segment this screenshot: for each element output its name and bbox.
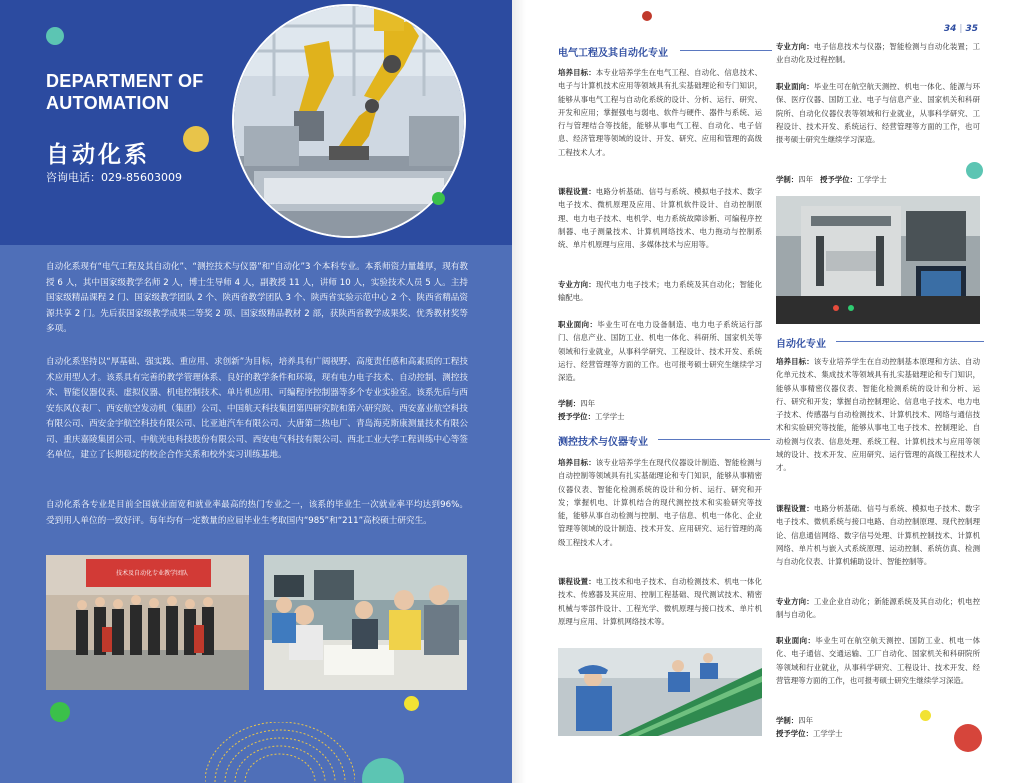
intro-paragraph-3: 自动化系各专业是目前全国就业面宽和就业率最高的热门专业之一，该系的毕业生一次就业率平均达到96%。受到用人单位的一致好评。每年均有一定数量的应届毕业生考取国内“985”和“211”高校硕士研究生。	[46, 500, 468, 526]
mc-direction: 专业方向：电子信息技术与仪器；智能检测与自动化装置；工业自动化及过程控制。	[776, 42, 980, 65]
page-number: 34 | 35	[943, 24, 978, 34]
lab-discussion-photo	[264, 555, 467, 690]
green-dot-decoration	[432, 192, 445, 205]
lab-equipment-photo	[776, 196, 980, 324]
right-page	[512, 0, 1024, 783]
column-right	[776, 0, 980, 783]
ee-degree: 授予学位：工学学士	[558, 412, 625, 421]
ee-goal: 培养目标：本专业培养学生在电气工程、自动化、信息技术、电子与计算机技术应用等领域具有扎实基础理论和专门知识，能够从事电气工程与自动化系统的设计、分析、运行、研究、开发和应用；掌握强电与弱电、软件与硬件、器件与系统、运行与管理结合等技能，能够从事电气工程、自动化、电子信息、经济管理等领域的设计、开发、研究、应用和管理的高级工程技术人才。	[558, 68, 762, 157]
section-title-automation: 自动化专业	[776, 335, 990, 350]
auto-career: 职业面向：毕业生可在航空航天测控、国防工业、机电一体化、电子通信、交通运输、工厂自动化、国家机关和科研院所等领域和行业就业，从事科学研究、工程设计、技术开发、经营管理等方面的工作，也可报考硕士研究生继续学习深造。	[776, 636, 980, 685]
intro-paragraph-2: 自动化系坚持以“厚基础、强实践、重应用、求创新”为目标，培养具有广阔视野、高度责任感和高素质的工程技术应用型人才。该系具有完善的教学管理体系、良好的教学条件和环境，现有电力电子技术、自动控制、测控技术、智能仪器仪表、虚拟仪器、机电控制技术、单片机应用、可编程序控制器等多个专业实验室。该系先后与西安东风仪表厂、西安航空发动机（集团）公司、中国航天科技集团第四研究院和第六研究院、西安嘉业航空科技有限公司、西安金宇航空科技有限公司、比亚迪汽车有限公司、大唐第二热电厂、青岛海克斯康测量技术有限公司、重庆嘉陵集团公司、中航光电科技股份有限公司、西安电气科技有限公司、西北工业大学工程训练中心等签名单位，建立了长期稳定的校企合作关系和校外实习训练基地。	[46, 357, 468, 460]
department-chinese-title: 自动化系	[46, 142, 150, 168]
mc-duration-degree: 学制：四年 授予学位：工学学士	[776, 175, 887, 184]
auto-direction: 专业方向：工业企业自动化；新能源系统及其自动化；机电控制与自动化。	[776, 597, 980, 620]
teal-dot-decoration	[46, 27, 64, 45]
yellow-dot-decoration-right	[920, 710, 931, 721]
mc-goal: 培养目标：该专业培养学生在现代仪器设计制造、智能检测与自动控制等领域具有扎实基础理论和专门知识，能够从事精密仪器仪表、智能化检测系统的设计和分析、运行、研究和开发；掌握机电、计算机结合的现代测控技术和实验研究等技能，能够从事自动检测与控制、电子信息、机电一体化、企业管理等领域的设计制造、技术开发、应用研究、运行管理的高级工程技术人才。	[558, 458, 762, 547]
teal-dot-decoration-bottom	[362, 758, 404, 783]
red-dot-decoration-bottom	[954, 724, 982, 752]
yellow-dot-decoration-bottom	[404, 696, 419, 711]
auto-degree: 授予学位：工学学士	[776, 729, 843, 738]
column-left	[558, 0, 762, 783]
section-title-electrical: 电气工程及其自动化专业	[558, 44, 772, 59]
consult-phone: 咨询电话：029-85603009	[46, 171, 182, 184]
department-english-title: DEPARTMENT OF AUTOMATION	[46, 71, 204, 113]
teal-dot-decoration-right	[966, 162, 983, 179]
ee-direction: 专业方向：现代电力电子技术；电力系统及其自动化；智能化输配电。	[558, 280, 762, 303]
intro-paragraph-1: 自动化系现有“电气工程及其自动化”、“测控技术与仪器”和“自动化”3 个本科专业。本系师资力量雄厚，现有教授 6 人，其中国家级教学名师 2 人，博士生导师 4 人，副教授 11 人，讲师 10 人，实验技术人员 5 人。主持国家级精品课程 2 门、国家级教学团队 2 个、陕西省教学团队 3 个、陕西省实验示范中心 2 个、陕西省精品资源共享 2 门。先后获国家级教学成果二等奖 2 项、国家级精品教材 2 部，获陕西省教学成果奖、优秀教材奖等多项。	[46, 262, 468, 334]
assembly-line-photo	[558, 648, 762, 736]
ee-courses: 课程设置：电路分析基础、信号与系统、模拟电子技术、数字电子技术、微机原理及应用、计算机软件设计、自动控制原理、电力电子技术、电机学、电力系统故障诊断、可编程序控制器、电子测量技术、计算机网络技术、电力拖动与控制系统、单片机原理与应用、多媒体技术与应用等。	[558, 187, 762, 250]
auto-goal: 培养目标：该专业培养学生在自动控制基本原理和方法、自动化单元技术、集成技术等领域具有扎实基础理论和专门知识，能够从事精密仪器仪表、智能化检测系统的设计和分析、运行、研究和开发；掌握自动控制理论、信息电子技术、电力电子技术、传感器与自动检测技术、计算机技术、网络与通信技术和实验研究等技能，能够从事电工电子技术、控制理论、自动检测与仪表、信息处理、系统工程、计算机技术与应用等领域的设计、技术开发、应用研究、运行管理的高级工程技术人才。	[776, 357, 980, 473]
mc-career: 职业面向：毕业生可在航空航天测控、机电一体化、能源与环保、医疗仪器、国防工业、电子与信息产业、国家机关和科研院所、自动化仪器仪表等领域和行业就业，从事科学研究、工程设计、技术开发、系统运行、经营管理等方面的工作，也可报考硕士研究生继续学习深造。	[776, 82, 980, 145]
ee-career: 职业面向：毕业生可在电力设备制造、电力电子系统运行部门、信息产业、国防工业、机电一体化、科研所、国家机关等领域和行业就业，从事科学研究、工程设计、技术开发、系统运行、经营管理等方面的工作。也可报考硕士研究生继续学习深造。	[558, 320, 762, 383]
teaching-team-group-photo	[46, 555, 249, 690]
section-title-measurement: 测控技术与仪器专业	[558, 433, 772, 448]
ee-duration: 学制：四年	[558, 399, 595, 408]
auto-courses: 课程设置：电路分析基础、信号与系统、模拟电子技术、数字电子技术、微机系统与接口电路、自动控制原理、现代控制理论、信息通信网络、数字信号处理、计算机控制技术、计算机网络、单片机与嵌入式系统原理、运动控制、系统仿真、检测与自动化仪表、计算机辅助设计、智能控制等。	[776, 504, 980, 567]
robot-arm-photo	[232, 4, 466, 238]
yellow-dot-decoration	[183, 126, 209, 152]
mc-courses: 课程设置：电工技术和电子技术、自动检测技术、机电一体化技术、传感器及其应用、控制工程基础、现代测试技术、精密机械与零部件设计、工程光学、微机原理与接口技术、单片机原理与应用、计算机网络技术等。	[558, 577, 762, 626]
green-dot-decoration-bottom	[50, 702, 70, 722]
wave-pattern-decoration	[205, 722, 355, 782]
photo-banner-text: 技术及自动化专业教学团队	[115, 570, 188, 577]
auto-duration: 学制：四年	[776, 716, 813, 725]
